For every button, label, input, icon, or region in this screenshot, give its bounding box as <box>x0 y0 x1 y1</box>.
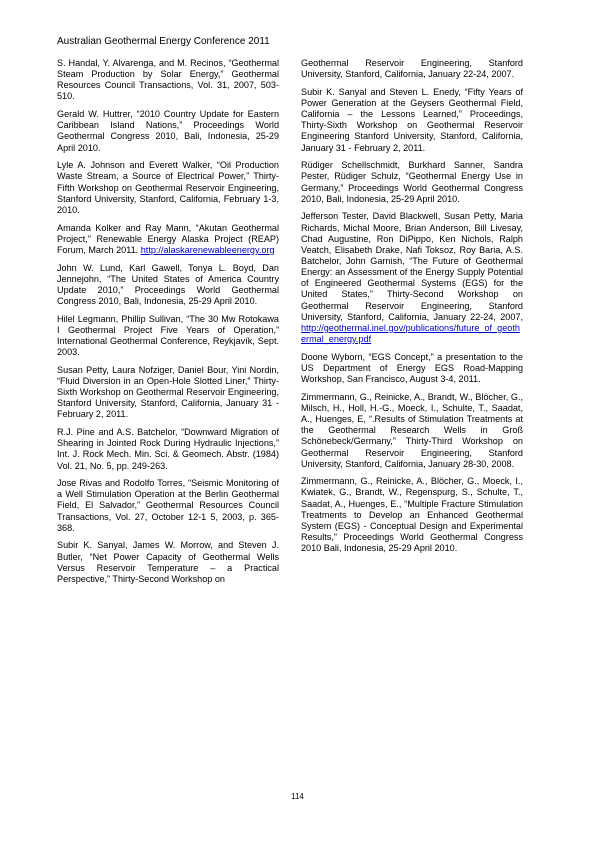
reference-entry: Zimmermann, G., Reinicke, A., Brandt, W., Blöcher, G., Milsch, H., Holl, H.-G., Moeck, I., Schulte, T., Saadat, A., Huenges, E, “.Results of Stimulation Treatments at the Geothermal Research Wells in Groß Schönebeck/Germany,” Thirty-Third Workshop on Geothermal Reservoir Engineering, Stanford University, Stanford, California, January 28-30, 2008. <box>301 391 523 469</box>
reference-entry: R.J. Pine and A.S. Batchelor, “Downward Migration of Shearing in Jointed Rock During Hydraulic Injections,” Int. J. Rock Mech. Min. Sci. & Geomech. Abstr. (1984) Vol. 21, No. 5, pp. 249-263. <box>57 427 279 471</box>
references-right-column <box>301 58 523 561</box>
reference-entry: Doone Wyborn, “EGS Concept,” a presentation to the US Department of Energy EGS Road-Mapping Workshop, San Francisco, August 3-4, 2011. <box>301 351 523 385</box>
page-number: 114 <box>291 792 304 801</box>
reference-entry: Jose Rivas and Rodolfo Torres, “Seismic Monitoring of a Well Stimulation Operation at the Berlin Geothermal Field, El Salvador,” Geothermal Resources Council Transactions, Vol. 27, October 12-1 5, 2003, p. 365-368. <box>57 478 279 533</box>
reference-entry: Lyle A. Johnson and Everett Walker, “Oil Production Waste Stream, a Source of Electrical Power,” Thirty-Fifth Workshop on Geothermal Reservoir Engineering, Stanford University, Stanford, California, February 1-3, 2010. <box>57 160 279 215</box>
reference-entry: Geothermal Reservoir Engineering, Stanford University, Stanford, California, January 22-24, 2007. <box>301 58 523 80</box>
reference-entry: S. Handal, Y. Alvarenga, and M. Recinos, “Geothermal Steam Production by Solar Energy,” Geothermal Resources Council Transactions, Vol. 31, 2007, 503-510. <box>57 58 279 102</box>
conference-header: Australian Geothermal Energy Conference 2011 <box>57 36 270 47</box>
reference-entry: Gerald W. Huttrer, “2010 Country Update for Eastern Caribbean Island Nations,” Proceedings World Geothermal Congress 2010, Bali, Indonesia, 25-29 April 2010. <box>57 109 279 153</box>
reference-entry: Jefferson Tester, David Blackwell, Susan Petty, Maria Richards, Michal Moore, Brian Anderson, Bill Livesay, Chad Augustine, Ron DiPippo, Ken Nichols, Ralph Veatch, Elisabeth Drake, Nafi Toksoz, Roy Baria, A.S. Batchelor, John Garnish, “The Future of Geothermal Energy: an Assessment of the Energy Supply Potential of Engineered Geothermal Systems (EGS) for the United States,” Thirty-Second Workshop on Geothermal Reservoir Engineering, Stanford University, Stanford, California, January 22-24, 2007, http://geothermal.inel.gov/publications/future_of_geothermal_energy.pdf <box>301 211 523 345</box>
reference-entry: Subir K. Sanyal and Steven L. Enedy, “Fifty Years of Power Generation at the Geysers Geothermal Field, California – the Lessons Learned,” Proceedings, Thirty-Sixth Workshop on Geothermal Reservoir Engineering Stanford University, Stanford, California, January 31 - February 2, 2011. <box>301 86 523 153</box>
reference-entry: Amanda Kolker and Ray Mann, “Akutan Geothermal Project,” Renewable Energy Alaska Project (REAP) Forum, March 2011. http://alaskarenewableenergy.org <box>57 222 279 255</box>
reference-entry: Hilel Legmann, Phillip Sullivan, “The 30 Mw Rotokawa I Geothermal Project Five Years of Operation,” International Geothermal Conference, Reykjavík, Sept. 2003. <box>57 313 279 358</box>
references-left-column <box>57 58 279 592</box>
reference-entry: Subir K. Sanyal, James W. Morrow, and Steven J. Butler, “Net Power Capacity of Geothermal Wells Versus Reservoir Temperature – a Practical Perspective,” Thirty-Second Workshop on <box>57 540 279 584</box>
reference-entry: Rüdiger Schellschmidt, Burkhard Sanner, Sandra Pester, Rüdiger Schulz, “Geothermal Energy Use in Germany,” Proceedings World Geothermal Congress 2010, Bali, Indonesia, 25-29 April 2010. <box>301 160 523 204</box>
reference-entry: Susan Petty, Laura Nofziger, Daniel Bour, Yini Nordin, “Fluid Diversion in an Open-Hole Slotted Liner,” Thirty-Sixth Workshop on Geothermal Reservoir Engineering, Stanford University, Stanford, California, January 31 - February 2, 2011. <box>57 364 279 420</box>
reference-link[interactable]: http://geothermal.inel.gov/publications/future_of_geothermal_energy.pdf <box>301 322 520 345</box>
reference-link[interactable]: http://alaskarenewableenergy.org <box>140 244 275 255</box>
reference-entry: Zimmermann, G., Reinicke, A., Blöcher, G., Moeck, I., Kwiatek, G., Brandt, W., Regenspurg, S., Schulte, T., Saadat, A., Huenges, E., “Multiple Fracture Stimulation Treatments to Develop an Enhanced Geothermal System (EGS) - Conceptual Design and Experimental Results,” Proceedings World Geothermal Congress 2010 Bali, Indonesia, 25-29 April 2010. <box>301 476 523 554</box>
reference-entry: John W. Lund, Karl Gawell, Tonya L. Boyd, Dan Jennejohn, “The United States of America Country Update 2010,” Proceedings World Geothermal Congress 2010, Bali, Indonesia, 25-29 April 2010. <box>57 262 279 306</box>
